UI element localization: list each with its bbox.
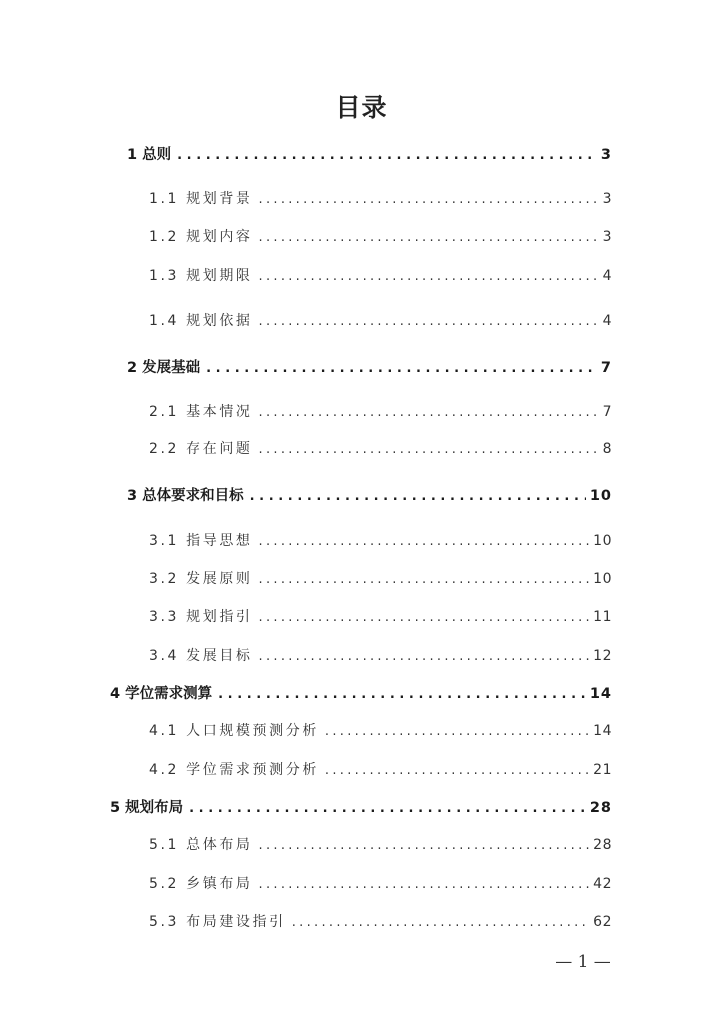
toc-leader-dots <box>250 489 586 504</box>
toc-entry-page: 14 <box>593 723 612 739</box>
toc-entry-5-1[interactable] <box>149 834 612 856</box>
toc-leader-dots <box>206 361 597 376</box>
toc-entry-page: 11 <box>593 609 612 625</box>
toc-entry-page: 21 <box>593 762 612 778</box>
toc-entry-5-3[interactable] <box>149 911 612 933</box>
toc-leader-dots <box>189 801 586 816</box>
page-number-footer: — 1 — <box>555 952 611 972</box>
toc-entry-2-2[interactable] <box>149 438 612 460</box>
toc-entry-page: 28 <box>589 800 612 816</box>
toc-leader-dots <box>259 192 599 207</box>
toc-entry-4-1[interactable] <box>149 720 612 742</box>
toc-entry-label: 3.4 发展目标 <box>149 648 253 664</box>
toc-entry-label: 1.1 规划背景 <box>149 191 253 207</box>
toc-entry-label: 3.1 指导思想 <box>149 533 253 549</box>
toc-entry-page: 42 <box>593 876 612 892</box>
toc-entry-label: 1 总则 <box>127 147 172 163</box>
toc-entry-2[interactable] <box>127 356 612 378</box>
toc-entry-1-4[interactable] <box>149 310 612 332</box>
toc-entry-page: 3 <box>602 229 612 245</box>
toc-leader-dots <box>259 269 599 284</box>
toc-entry-page: 10 <box>593 571 612 587</box>
toc-entry-label: 2 发展基础 <box>127 360 201 376</box>
toc-entry-3-1[interactable] <box>149 530 612 552</box>
toc-leader-dots <box>259 610 590 625</box>
toc-entry-page: 12 <box>593 648 612 664</box>
toc-leader-dots <box>325 763 589 778</box>
toc-entry-3[interactable] <box>127 484 612 506</box>
toc-entry-4-2[interactable] <box>149 759 612 781</box>
toc-entry-1-2[interactable] <box>149 226 612 248</box>
toc-leader-dots <box>259 442 599 457</box>
toc-entry-label: 1.3 规划期限 <box>149 268 253 284</box>
toc-entry-label: 4.1 人口规模预测分析 <box>149 723 319 739</box>
toc-entry-page: 28 <box>593 837 612 853</box>
toc-leader-dots <box>292 915 589 930</box>
toc-entry-3-3[interactable] <box>149 606 612 628</box>
page-title: 目录 <box>335 93 388 122</box>
toc-entry-page: 3 <box>602 191 612 207</box>
toc-leader-dots <box>259 649 590 664</box>
toc-entry-label: 4.2 学位需求预测分析 <box>149 762 319 778</box>
toc-leader-dots <box>259 877 590 892</box>
toc-entry-label: 2.2 存在问题 <box>149 441 253 457</box>
toc-entry-3-2[interactable] <box>149 568 612 590</box>
toc-entry-3-4[interactable] <box>149 645 612 667</box>
toc-entry-5-2[interactable] <box>149 873 612 895</box>
toc-leader-dots <box>259 230 599 245</box>
toc-entry-page: 3 <box>600 147 612 163</box>
toc-entry-page: 4 <box>602 313 612 329</box>
toc-entry-label: 5.2 乡镇布局 <box>149 876 253 892</box>
toc-entry-label: 3.2 发展原则 <box>149 571 253 587</box>
toc-leader-dots <box>259 572 590 587</box>
toc-entry-label: 5.1 总体布局 <box>149 837 253 853</box>
toc-leader-dots <box>259 534 590 549</box>
toc-entry-page: 62 <box>593 914 612 930</box>
toc-leader-dots <box>259 838 590 853</box>
toc-leader-dots <box>218 687 586 702</box>
toc-entry-page: 8 <box>602 441 612 457</box>
toc-entry-1-3[interactable] <box>149 265 612 287</box>
toc-entry-4[interactable] <box>110 682 612 704</box>
toc-entry-label: 5 规划布局 <box>110 800 184 816</box>
toc-leader-dots <box>259 405 599 420</box>
toc-leader-dots <box>177 148 597 163</box>
toc-entry-page: 10 <box>593 533 612 549</box>
toc-entry-label: 4 学位需求测算 <box>110 686 213 702</box>
toc-entry-label: 2.1 基本情况 <box>149 404 253 420</box>
toc-entry-page: 7 <box>600 360 612 376</box>
toc-entry-page: 7 <box>602 404 612 420</box>
toc-leader-dots <box>325 724 589 739</box>
toc-leader-dots <box>259 314 599 329</box>
toc-entry-2-1[interactable] <box>149 401 612 423</box>
toc-entry-page: 4 <box>602 268 612 284</box>
toc-entry-label: 1.2 规划内容 <box>149 229 253 245</box>
toc-entry-5[interactable] <box>110 796 612 818</box>
toc-entry-1[interactable] <box>127 143 612 165</box>
toc-entry-page: 14 <box>589 686 612 702</box>
toc-entry-label: 3.3 规划指引 <box>149 609 253 625</box>
toc-entry-label: 5.3 布局建设指引 <box>149 914 286 930</box>
toc-entry-label: 3 总体要求和目标 <box>127 488 244 504</box>
toc-entry-label: 1.4 规划依据 <box>149 313 253 329</box>
toc-entry-1-1[interactable] <box>149 188 612 210</box>
toc-entry-page: 10 <box>589 488 612 504</box>
